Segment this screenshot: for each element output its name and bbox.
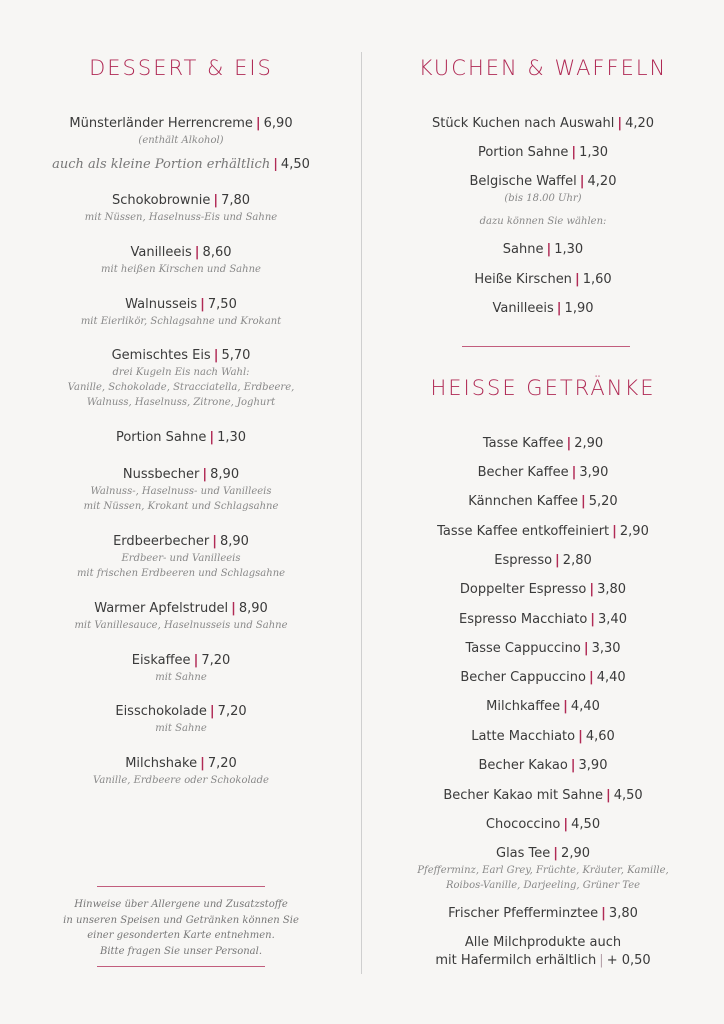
menu-item-line bbox=[362, 698, 724, 716]
menu-item bbox=[0, 115, 362, 148]
item-description: mit Sahne bbox=[155, 672, 207, 683]
menu-item bbox=[362, 241, 724, 259]
menu-item-line bbox=[362, 581, 724, 599]
item-name: Portion Sahne bbox=[115, 430, 207, 445]
item-price: 8,90 bbox=[210, 467, 240, 482]
item-price: 3,90 bbox=[578, 758, 608, 773]
price-separator: | bbox=[202, 467, 208, 482]
item-description: mit heißen Kirschen und Sahne bbox=[101, 264, 261, 275]
item-price: 2,90 bbox=[619, 524, 649, 539]
item-price: 1,30 bbox=[579, 145, 609, 160]
item-price: 7,20 bbox=[207, 756, 237, 771]
menu-item bbox=[362, 816, 724, 834]
price-separator: | bbox=[566, 436, 572, 451]
menu-item bbox=[362, 144, 724, 162]
item-name: auch als kleine Portion erhältlich bbox=[52, 157, 271, 172]
menu-item-line bbox=[362, 300, 724, 318]
item-description: mit Nüssen, Haselnuss-Eis und Sahne bbox=[84, 212, 278, 223]
section-rule bbox=[462, 346, 630, 347]
item-description: (enthält Alkohol) bbox=[138, 135, 224, 146]
menu-item bbox=[0, 652, 362, 685]
item-name: Stück Kuchen nach Auswahl bbox=[431, 116, 615, 131]
item-price: 6,90 bbox=[263, 116, 293, 131]
item-description: mit Sahne bbox=[155, 723, 207, 734]
item-name: Espresso Macchiato bbox=[459, 612, 588, 627]
menu-item-line bbox=[362, 816, 724, 834]
allergen-note-line: in unseren Speisen und Getränken können Sie bbox=[63, 914, 299, 926]
item-price: 3,40 bbox=[598, 612, 627, 627]
price-separator: | bbox=[571, 145, 577, 160]
menu-item bbox=[362, 552, 724, 570]
menu-item-line bbox=[362, 271, 724, 289]
menu-item-line bbox=[362, 640, 724, 658]
item-price: 1,30 bbox=[554, 242, 584, 257]
price-separator: | bbox=[601, 906, 606, 921]
price-separator: | bbox=[553, 846, 559, 861]
menu-item bbox=[362, 845, 724, 893]
section-title-dessert: DESSERT & EIS bbox=[89, 56, 273, 80]
menu-item bbox=[0, 156, 362, 174]
item-description: mit Nüssen, Krokant und Schlagsahne bbox=[83, 501, 279, 512]
menu-item-line bbox=[362, 493, 724, 511]
price-separator: | bbox=[546, 242, 552, 257]
menu-item-line bbox=[0, 192, 362, 210]
menu-item-line bbox=[362, 552, 724, 570]
item-name: Gemischtes Eis bbox=[111, 348, 211, 363]
price-separator: | bbox=[209, 430, 215, 445]
item-price: 7,20 bbox=[217, 704, 247, 719]
item-price: 1,30 bbox=[217, 430, 247, 445]
item-name: Chococcino bbox=[485, 817, 561, 832]
allergen-note bbox=[0, 897, 362, 959]
item-description: drei Kugeln Eis nach Wahl: bbox=[112, 367, 250, 378]
item-name: Tasse Kaffee entkoffeiniert bbox=[437, 524, 610, 539]
price-separator: | bbox=[273, 157, 278, 172]
menu-item bbox=[0, 600, 362, 633]
item-price: 4,60 bbox=[585, 729, 615, 744]
menu-item bbox=[0, 703, 362, 736]
item-name: Milchkaffee bbox=[486, 699, 561, 714]
menu-item-line bbox=[362, 144, 724, 162]
menu-item-line bbox=[362, 845, 724, 863]
item-description: Walnuss, Haselnuss, Zitrone, Joghurt bbox=[86, 397, 276, 408]
item-name: Münsterländer Herrencreme bbox=[69, 116, 253, 131]
item-name: Nussbecher bbox=[122, 467, 200, 482]
price-separator: | bbox=[570, 758, 576, 773]
menu-item-line bbox=[0, 347, 362, 365]
price-separator: | bbox=[563, 817, 569, 832]
item-price: 2,80 bbox=[562, 553, 592, 568]
menu-item bbox=[362, 300, 724, 318]
menu-item bbox=[362, 173, 724, 229]
price-separator: | bbox=[590, 612, 596, 627]
menu-item-line bbox=[362, 115, 724, 133]
price-separator: | bbox=[583, 641, 589, 656]
menu-item-line bbox=[0, 429, 362, 447]
item-description: Erdbeer- und Vanilleeis bbox=[121, 553, 241, 564]
price-separator: | bbox=[194, 245, 200, 260]
item-price: 5,70 bbox=[221, 348, 251, 363]
item-name: Latte Macchiato bbox=[471, 729, 576, 744]
item-price: 1,90 bbox=[564, 301, 594, 316]
item-name: mit Hafermilch erhältlich bbox=[435, 953, 597, 968]
item-name: Becher Kakao bbox=[478, 758, 568, 773]
menu-item bbox=[0, 192, 362, 225]
menu-item-line bbox=[0, 600, 362, 618]
allergen-note-line: Hinweise über Allergene und Zusatzstoffe bbox=[74, 899, 288, 910]
item-description: Roibos-Vanille, Darjeeling, Grüner Tee bbox=[445, 880, 641, 891]
price-separator: | bbox=[588, 670, 594, 685]
price-separator: | bbox=[209, 704, 215, 719]
item-description: Walnuss-, Haselnuss- und Vanilleeis bbox=[90, 486, 272, 497]
item-price: 8,90 bbox=[238, 601, 268, 616]
item-name: Warmer Apfelstrudel bbox=[94, 601, 229, 616]
menu-item-line bbox=[362, 757, 724, 775]
item-name: Portion Sahne bbox=[477, 145, 569, 160]
menu-item bbox=[362, 640, 724, 658]
price-separator: | bbox=[563, 699, 568, 714]
price-separator: | bbox=[617, 116, 623, 131]
allergen-note-line: Bitte fragen Sie unser Personal. bbox=[99, 945, 262, 957]
menu-item-line bbox=[0, 115, 362, 133]
item-price: + 0,50 bbox=[606, 953, 651, 968]
menu-item-line bbox=[0, 652, 362, 670]
menu-item bbox=[0, 347, 362, 410]
price-separator: | bbox=[574, 272, 580, 287]
item-name: Vanilleeis bbox=[130, 245, 192, 260]
menu-item-line bbox=[362, 905, 724, 923]
item-name: Glas Tee bbox=[496, 846, 551, 861]
item-name: Vanilleeis bbox=[492, 301, 554, 316]
menu-item bbox=[362, 757, 724, 775]
price-separator: | bbox=[571, 465, 577, 480]
item-name: Espresso bbox=[494, 553, 553, 568]
menu-item-line bbox=[362, 669, 724, 687]
hafermilch-price-line: mit Hafermilch erhältlich | + 0,50 bbox=[435, 953, 651, 968]
menu-item bbox=[0, 533, 362, 581]
item-name: Becher Cappuccino bbox=[460, 670, 586, 685]
item-name: Erdbeerbecher bbox=[113, 534, 210, 549]
hafermilch-line: Alle Milchprodukte auch bbox=[464, 935, 622, 950]
note-rule-top bbox=[97, 886, 265, 887]
item-name: Becher Kakao mit Sahne bbox=[443, 788, 603, 803]
menu-item bbox=[0, 466, 362, 514]
price-separator: | bbox=[200, 756, 205, 771]
menu-item bbox=[362, 464, 724, 482]
allergen-note-line: einer gesonderten Karte entnehmen. bbox=[87, 930, 275, 941]
item-price: 8,90 bbox=[219, 534, 249, 549]
menu-item-line bbox=[362, 241, 724, 259]
item-name: Sahne bbox=[502, 242, 544, 257]
item-price: 8,60 bbox=[202, 245, 232, 260]
item-price: 4,50 bbox=[571, 817, 601, 832]
item-price: 2,90 bbox=[574, 436, 604, 451]
item-price: 4,50 bbox=[280, 157, 310, 172]
menu-item bbox=[362, 728, 724, 746]
menu-item-line bbox=[362, 728, 724, 746]
price-separator: | bbox=[193, 653, 199, 668]
menu-item bbox=[362, 115, 724, 133]
price-separator: | bbox=[612, 524, 617, 539]
item-price: 7,50 bbox=[207, 297, 237, 312]
item-price: 5,20 bbox=[588, 494, 618, 509]
item-price: 3,30 bbox=[591, 641, 621, 656]
item-name: Doppelter Espresso bbox=[459, 582, 587, 597]
price-separator: | bbox=[212, 534, 217, 549]
price-separator: | bbox=[231, 601, 236, 616]
item-description: Pfefferminz, Earl Grey, Früchte, Kräuter, Kamille, bbox=[417, 865, 669, 876]
menu-item bbox=[362, 905, 724, 923]
item-name: Eisschokolade bbox=[115, 704, 207, 719]
item-name: Milchshake bbox=[125, 756, 198, 771]
item-name: Tasse Cappuccino bbox=[465, 641, 581, 656]
item-name: Tasse Kaffee bbox=[482, 436, 564, 451]
price-separator: | bbox=[589, 582, 595, 597]
item-description: mit Eierlikör, Schlagsahne und Krokant bbox=[80, 316, 282, 327]
item-price: 3,90 bbox=[579, 465, 609, 480]
item-price: 4,20 bbox=[587, 174, 617, 189]
menu-item bbox=[0, 429, 362, 447]
item-name: Kännchen Kaffee bbox=[468, 494, 578, 509]
item-description: Vanille, Schokolade, Stracciatella, Erdbeere, bbox=[67, 382, 295, 393]
menu-item-line bbox=[362, 611, 724, 629]
menu-item-line bbox=[0, 703, 362, 721]
hafermilch-note bbox=[362, 934, 724, 970]
item-name: Heiße Kirschen bbox=[474, 272, 572, 287]
item-name: Schokobrownie bbox=[111, 193, 211, 208]
item-description: (bis 18.00 Uhr) bbox=[504, 193, 582, 204]
menu-item bbox=[362, 669, 724, 687]
item-name: Becher Kaffee bbox=[477, 465, 569, 480]
price-separator: | bbox=[213, 193, 219, 208]
menu-item bbox=[362, 271, 724, 289]
item-price: 4,50 bbox=[613, 788, 643, 803]
section-title-kuchen: KUCHEN & WAFFELN bbox=[418, 56, 668, 80]
menu-item-line bbox=[362, 173, 724, 191]
price-separator: | bbox=[581, 494, 586, 509]
item-price: 2,90 bbox=[561, 846, 590, 861]
note-rule-bottom bbox=[97, 966, 265, 967]
price-separator: | bbox=[605, 788, 611, 803]
item-price: 3,80 bbox=[597, 582, 627, 597]
item-name: Frischer Pfefferminztee bbox=[448, 906, 599, 921]
item-name: Belgische Waffel bbox=[469, 174, 577, 189]
menu-item bbox=[362, 493, 724, 511]
price-separator: | bbox=[200, 297, 205, 312]
menu-item-line bbox=[0, 244, 362, 262]
item-price: 7,80 bbox=[221, 193, 251, 208]
menu-item bbox=[0, 755, 362, 788]
price-separator: | bbox=[555, 553, 560, 568]
item-description: mit Vanillesauce, Haselnusseis und Sahne bbox=[74, 620, 288, 631]
item-description bbox=[362, 206, 724, 214]
price-separator: | bbox=[255, 116, 261, 131]
menu-item-line bbox=[362, 435, 724, 453]
menu-item bbox=[0, 296, 362, 329]
item-price: 4,20 bbox=[625, 116, 655, 131]
menu-item bbox=[362, 611, 724, 629]
menu-item bbox=[362, 787, 724, 805]
menu-item-line bbox=[0, 156, 362, 174]
item-price: 4,40 bbox=[570, 699, 600, 714]
item-name: Walnusseis bbox=[125, 297, 198, 312]
item-price: 1,60 bbox=[582, 272, 612, 287]
menu-item-line bbox=[0, 755, 362, 773]
menu-item bbox=[362, 523, 724, 541]
item-description: mit frischen Erdbeeren und Schlagsahne bbox=[76, 568, 286, 579]
menu-item bbox=[362, 435, 724, 453]
menu-item bbox=[0, 244, 362, 277]
item-description: Vanille, Erdbeere oder Schokolade bbox=[93, 775, 269, 786]
menu-item bbox=[362, 581, 724, 599]
price-separator: | bbox=[213, 348, 219, 363]
price-separator: | bbox=[578, 729, 583, 744]
item-price: 4,40 bbox=[596, 670, 626, 685]
menu-item bbox=[362, 698, 724, 716]
menu-item-line bbox=[362, 787, 724, 805]
item-description: dazu können Sie wählen: bbox=[479, 216, 607, 227]
section-title-getraenke: HEISSE GETRÄNKE bbox=[430, 376, 656, 400]
item-price: 7,20 bbox=[201, 653, 231, 668]
menu-item-line bbox=[0, 466, 362, 484]
price-separator: | bbox=[579, 174, 585, 189]
menu-item-line bbox=[0, 296, 362, 314]
menu-item-line bbox=[362, 523, 724, 541]
price-separator: | bbox=[556, 301, 562, 316]
menu-item-line bbox=[0, 533, 362, 551]
item-name: Eiskaffee bbox=[131, 653, 191, 668]
menu-item-line bbox=[362, 464, 724, 482]
item-price: 3,80 bbox=[608, 906, 638, 921]
